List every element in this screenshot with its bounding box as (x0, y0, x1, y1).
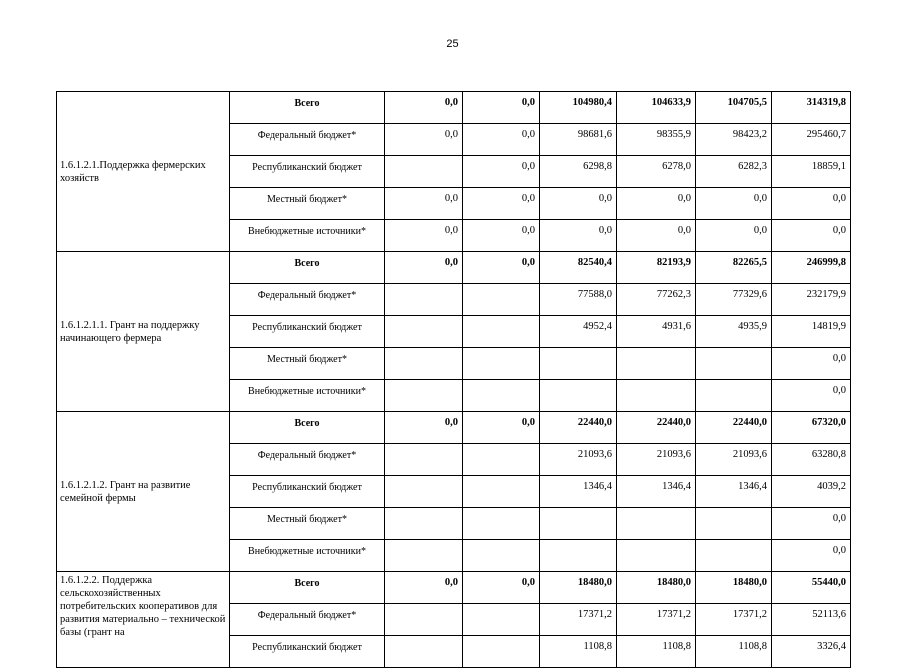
value-cell: 104633,9 (617, 92, 696, 124)
budget-table-body (57, 92, 851, 668)
value-cell: 4931,6 (617, 316, 696, 348)
value-cell: 232179,9 (772, 284, 851, 316)
value-cell (385, 348, 463, 380)
value-cell: 18480,0 (696, 572, 772, 604)
value-cell (696, 508, 772, 540)
value-cell (463, 444, 540, 476)
value-cell (463, 476, 540, 508)
value-cell: 1346,4 (617, 476, 696, 508)
value-cell: 67320,0 (772, 412, 851, 444)
value-cell: 1108,8 (540, 636, 617, 668)
value-cell: 246999,8 (772, 252, 851, 284)
value-cell: 314319,8 (772, 92, 851, 124)
funding-source: Федеральный бюджет* (230, 124, 385, 156)
value-cell: 0,0 (385, 572, 463, 604)
value-cell: 21093,6 (540, 444, 617, 476)
value-cell: 0,0 (385, 412, 463, 444)
value-cell (385, 380, 463, 412)
value-cell (463, 508, 540, 540)
value-cell: 0,0 (540, 220, 617, 252)
value-cell (385, 284, 463, 316)
value-cell (385, 476, 463, 508)
value-cell: 82540,4 (540, 252, 617, 284)
value-cell (463, 604, 540, 636)
value-cell: 98423,2 (696, 124, 772, 156)
funding-source: Всего (230, 252, 385, 284)
program-label: 1.6.1.2.1.1. Грант на поддержку начинающего фермера (57, 252, 230, 412)
value-cell: 6298,8 (540, 156, 617, 188)
value-cell: 0,0 (772, 220, 851, 252)
value-cell: 0,0 (463, 572, 540, 604)
funding-source: Республиканский бюджет (230, 636, 385, 668)
value-cell: 77262,3 (617, 284, 696, 316)
value-cell: 4952,4 (540, 316, 617, 348)
value-cell (540, 348, 617, 380)
value-cell (540, 380, 617, 412)
value-cell: 18480,0 (617, 572, 696, 604)
value-cell (696, 348, 772, 380)
value-cell: 77329,6 (696, 284, 772, 316)
table-row (57, 412, 851, 444)
value-cell (385, 540, 463, 572)
value-cell: 0,0 (463, 188, 540, 220)
value-cell: 18859,1 (772, 156, 851, 188)
value-cell (617, 348, 696, 380)
value-cell: 0,0 (385, 188, 463, 220)
funding-source: Республиканский бюджет (230, 156, 385, 188)
program-label: 1.6.1.2.1.2. Грант на развитие семейной фермы (57, 412, 230, 572)
value-cell: 0,0 (696, 220, 772, 252)
value-cell (463, 348, 540, 380)
value-cell (696, 540, 772, 572)
value-cell (463, 284, 540, 316)
funding-source: Федеральный бюджет* (230, 284, 385, 316)
value-cell: 22440,0 (696, 412, 772, 444)
value-cell: 0,0 (617, 188, 696, 220)
funding-source: Местный бюджет* (230, 188, 385, 220)
value-cell: 52113,6 (772, 604, 851, 636)
value-cell: 17371,2 (617, 604, 696, 636)
funding-source: Всего (230, 92, 385, 124)
funding-source: Республиканский бюджет (230, 476, 385, 508)
value-cell: 82193,9 (617, 252, 696, 284)
funding-source: Внебюджетные источники* (230, 220, 385, 252)
funding-source: Федеральный бюджет* (230, 444, 385, 476)
value-cell: 6282,3 (696, 156, 772, 188)
value-cell: 22440,0 (617, 412, 696, 444)
value-cell: 17371,2 (540, 604, 617, 636)
table-row (57, 572, 851, 604)
value-cell (463, 540, 540, 572)
budget-table-container (56, 91, 850, 653)
value-cell: 82265,5 (696, 252, 772, 284)
value-cell (696, 380, 772, 412)
value-cell: 0,0 (385, 252, 463, 284)
funding-source: Республиканский бюджет (230, 316, 385, 348)
value-cell: 104705,5 (696, 92, 772, 124)
value-cell (617, 380, 696, 412)
value-cell: 0,0 (772, 508, 851, 540)
value-cell (617, 540, 696, 572)
value-cell: 0,0 (772, 380, 851, 412)
value-cell: 55440,0 (772, 572, 851, 604)
value-cell: 0,0 (540, 188, 617, 220)
value-cell: 18480,0 (540, 572, 617, 604)
value-cell: 0,0 (463, 92, 540, 124)
value-cell: 4039,2 (772, 476, 851, 508)
value-cell: 4935,9 (696, 316, 772, 348)
value-cell: 1346,4 (540, 476, 617, 508)
value-cell: 0,0 (385, 220, 463, 252)
value-cell (617, 508, 696, 540)
funding-source: Местный бюджет* (230, 508, 385, 540)
value-cell (540, 508, 617, 540)
value-cell: 0,0 (463, 156, 540, 188)
value-cell: 0,0 (385, 124, 463, 156)
funding-source: Внебюджетные источники* (230, 540, 385, 572)
value-cell: 0,0 (463, 412, 540, 444)
value-cell (463, 380, 540, 412)
value-cell: 1346,4 (696, 476, 772, 508)
page-number: 25 (446, 38, 459, 50)
value-cell: 0,0 (385, 92, 463, 124)
value-cell: 0,0 (463, 220, 540, 252)
funding-source: Внебюджетные источники* (230, 380, 385, 412)
value-cell: 0,0 (463, 124, 540, 156)
value-cell (385, 444, 463, 476)
value-cell: 0,0 (463, 252, 540, 284)
value-cell: 3326,4 (772, 636, 851, 668)
value-cell: 6278,0 (617, 156, 696, 188)
value-cell (385, 156, 463, 188)
value-cell: 77588,0 (540, 284, 617, 316)
value-cell: 295460,7 (772, 124, 851, 156)
value-cell (463, 636, 540, 668)
program-label: 1.6.1.2.1.Поддержка фермерских хозяйств (57, 92, 230, 252)
value-cell: 0,0 (696, 188, 772, 220)
value-cell: 17371,2 (696, 604, 772, 636)
value-cell: 98355,9 (617, 124, 696, 156)
funding-source: Всего (230, 412, 385, 444)
value-cell: 0,0 (617, 220, 696, 252)
value-cell (540, 540, 617, 572)
value-cell: 14819,9 (772, 316, 851, 348)
value-cell (385, 508, 463, 540)
value-cell: 1108,8 (617, 636, 696, 668)
value-cell (385, 636, 463, 668)
value-cell: 104980,4 (540, 92, 617, 124)
value-cell: 0,0 (772, 540, 851, 572)
value-cell: 22440,0 (540, 412, 617, 444)
funding-source: Всего (230, 572, 385, 604)
value-cell: 21093,6 (617, 444, 696, 476)
value-cell (385, 316, 463, 348)
value-cell: 98681,6 (540, 124, 617, 156)
value-cell: 63280,8 (772, 444, 851, 476)
budget-table (56, 91, 851, 668)
value-cell (463, 316, 540, 348)
value-cell: 0,0 (772, 348, 851, 380)
table-row (57, 252, 851, 284)
value-cell: 1108,8 (696, 636, 772, 668)
funding-source: Местный бюджет* (230, 348, 385, 380)
value-cell (385, 604, 463, 636)
value-cell: 21093,6 (696, 444, 772, 476)
value-cell: 0,0 (772, 188, 851, 220)
table-row (57, 92, 851, 124)
funding-source: Федеральный бюджет* (230, 604, 385, 636)
program-label: 1.6.1.2.2. Поддержка сельскохозяйственных потребительских кооперативов для развития материально – технической базы (грант на (57, 572, 230, 668)
